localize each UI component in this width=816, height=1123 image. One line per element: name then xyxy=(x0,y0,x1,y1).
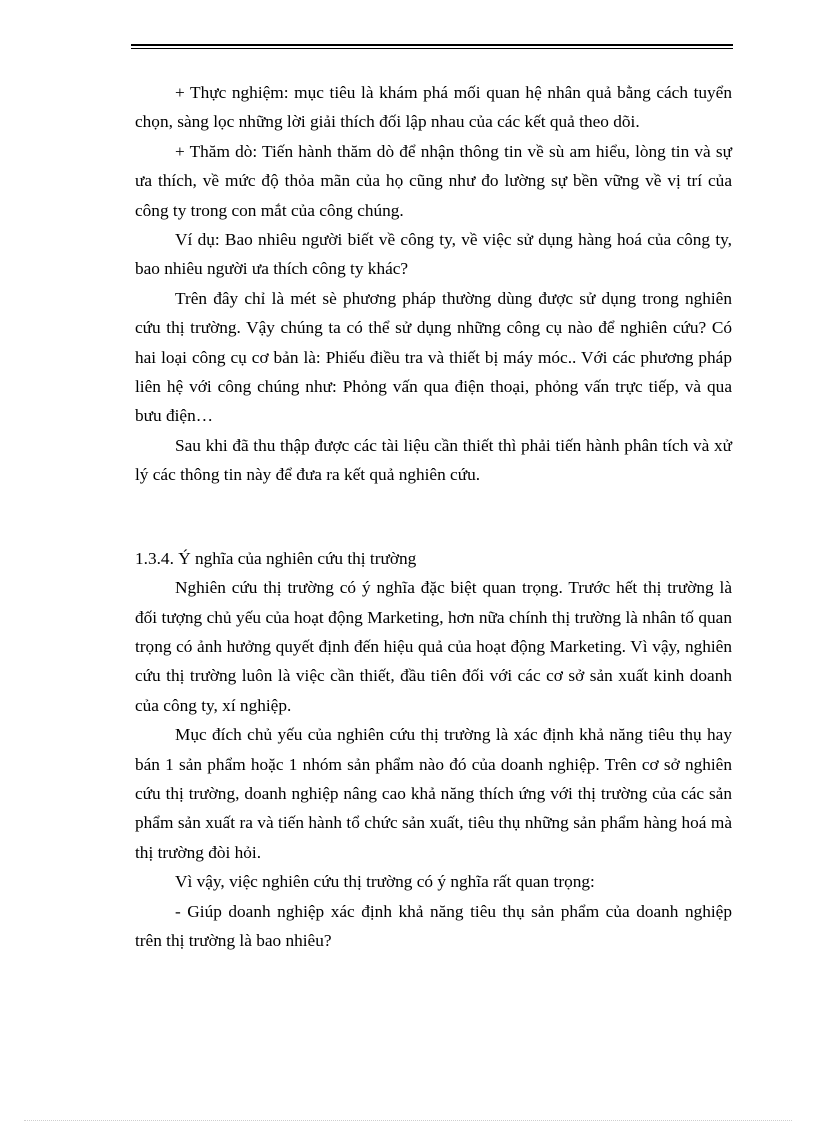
paragraph-analysis: Sau khi đã thu thập được các tài liệu cần thiết thì phải tiến hành phân tích và xử lý các thông tin này để đưa ra kết quả nghiên cứu. xyxy=(135,435,732,485)
paragraph-therefore: Vì vậy, việc nghiên cứu thị trường có ý nghĩa rất quan trọng: xyxy=(175,872,595,892)
paragraph-methods-tools: Trên đây chỉ là mét sè phương pháp thường dùng được sử dụng trong nghiên cứu thị trường. Vậy chúng ta có thể sử dụng những công cụ nào để nghiên cứu? Có hai loại công cụ cơ bản là: Phiếu điều tra và thiết bị máy móc.. Với các phương pháp liên hệ với công chúng như: Phỏng vấn qua điện thoại, phỏng vấn trực tiếp, và qua bưu điện… xyxy=(135,288,732,426)
document-body xyxy=(135,78,732,955)
paragraph-purpose: Mục đích chủ yếu của nghiên cứu thị trường là xác định khả năng tiêu thụ hay bán 1 sản phẩm hoặc 1 nhóm sản phẩm nào đó của doanh nghiệp. Trên cơ sở nghiên cứu thị trường, doanh nghiệp nâng cao khả năng thích ứng với thị trường của các sản phẩm sản xuất ra và tiến hành tổ chức sản xuất, tiêu thụ những sản phẩm hàng hoá mà thị trường đòi hỏi. xyxy=(135,725,732,862)
paragraph-experiment: + Thực nghiệm: mục tiêu là khám phá mối quan hệ nhân quả bằng cách tuyển chọn, sàng lọc những lời giải thích đối lập nhau của các kết quả theo dõi. xyxy=(135,83,732,132)
paragraph-example: Ví dụ: Bao nhiêu người biết về công ty, về việc sử dụng hàng hoá của công ty, bao nhiêu người ưa thích công ty khác? xyxy=(135,230,732,279)
paragraph-importance: Nghiên cứu thị trường có ý nghĩa đặc biệt quan trọng. Trước hết thị trường là đối tượng chủ yếu của hoạt động Marketing, hơn nữa chính thị trường là nhân tố quan trọng có ảnh hưởng quyết định đến hiệu quả của hoạt động Marketing. Vì vậy, nghiên cứu thị trường luôn là việc cần thiết, đầu tiên đối với các cơ sở sản xuất kinh doanh của công ty, xí nghiệp. xyxy=(135,578,732,715)
paragraph-bullet-capacity: - Giúp doanh nghiệp xác định khả năng tiêu thụ sản phẩm của doanh nghiệp trên thị trường là bao nhiêu? xyxy=(135,901,732,950)
header-double-rule xyxy=(131,44,733,49)
page-bottom-border xyxy=(24,1120,792,1121)
section-heading: 1.3.4. Ý nghĩa của nghiên cứu thị trường xyxy=(135,548,417,568)
paragraph-survey: + Thăm dò: Tiến hành thăm dò để nhận thông tin về sù am hiểu, lòng tin và sự ưa thích, về mức độ thỏa mãn của họ cũng như đo lường sự bền vững về vị trí của công ty trong con mắt của công chúng. xyxy=(135,141,732,220)
